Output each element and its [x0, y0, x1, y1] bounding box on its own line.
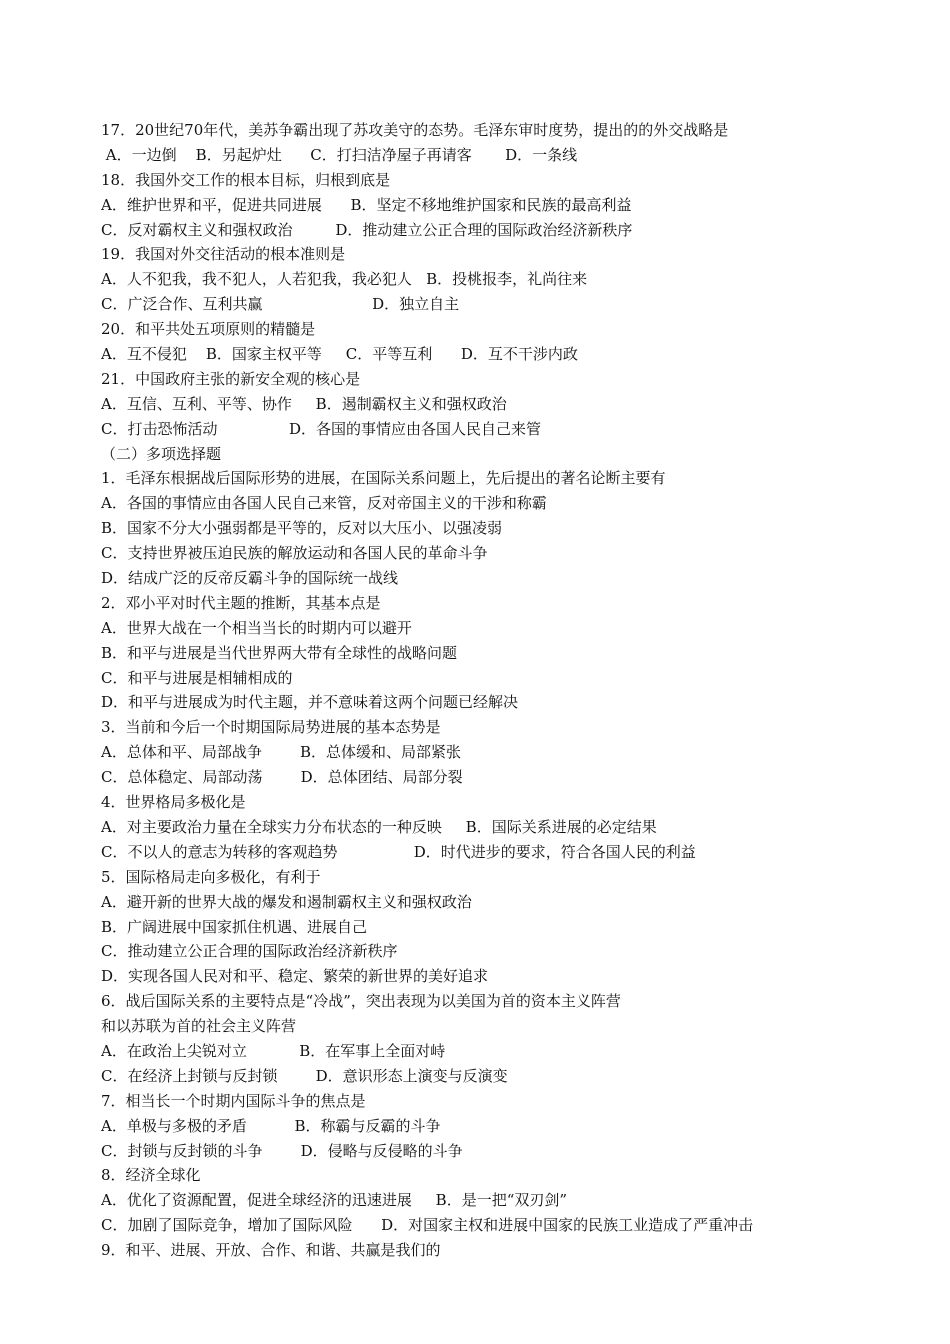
question-20-stem: 20．和平共处五项原则的精髓是 — [101, 320, 316, 339]
question-19-options-ab: A．人不犯我，我不犯人，人若犯我，我必犯人 B．投桃报李，礼尚往来 — [101, 270, 588, 289]
mc-question-7-options-ab: A．单极与多极的矛盾 B．称霸与反霸的斗争 — [101, 1116, 441, 1135]
mc-question-3-options-cd: C．总体稳定、局部动荡 D．总体团结、局部分裂 — [101, 768, 463, 787]
question-18-options-cd: C．反对霸权主义和强权政治 D．推动建立公正合理的国际政治经济新秩序 — [101, 220, 633, 239]
mc-question-7-stem: 7．相当长一个时期内国际斗争的焦点是 — [101, 1091, 366, 1110]
mc-question-8-options-cd: C．加剧了国际竞争，增加了国际风险 D．对国家主权和进展中国家的民族工业造成了严重冲击 — [101, 1216, 754, 1235]
mc-question-1-option-d: D．结成广泛的反帝反霸斗争的国际统一战线 — [101, 569, 399, 588]
question-21-options-cd: C．打击恐怖活动 D．各国的事情应由各国人民自己来管 — [101, 419, 542, 438]
mc-question-7-options-cd: C．封锁与反封锁的斗争 D．侵略与反侵略的斗争 — [101, 1141, 463, 1160]
mc-question-6-options-ab: A．在政治上尖锐对立 B．在军事上全面对峙 — [101, 1041, 446, 1060]
mc-question-3-options-ab: A．总体和平、局部战争 B．总体缓和、局部紧张 — [101, 743, 462, 762]
mc-question-5-option-b: B．广阔进展中国家抓住机遇、进展自己 — [101, 917, 368, 936]
mc-question-2-option-d: D．和平与进展成为时代主题，并不意味着这两个问题已经解决 — [101, 693, 519, 712]
mc-question-3-stem: 3．当前和今后一个时期国际局势进展的基本态势是 — [101, 718, 441, 737]
question-18-stem: 18．我国外交工作的根本目标，归根到底是 — [101, 170, 391, 189]
mc-question-9-stem: 9．和平、进展、开放、合作、和谐、共赢是我们的 — [101, 1241, 441, 1260]
question-17-stem: 17．20世纪70年代，美苏争霸出现了苏攻美守的态势。毛泽东审时度势，提出的的外交战略是 — [101, 121, 729, 139]
section-heading-multiple-choice: （二）多项选择题 — [101, 444, 222, 463]
mc-question-1-option-b: B．国家不分大小强弱都是平等的，反对以大压小、以强凌弱 — [101, 519, 503, 538]
question-21-options-ab: A．互信、互利、平等、协作 B．遏制霸权主义和强权政治 — [101, 394, 507, 413]
mc-question-2-option-c: C．和平与进展是相辅相成的 — [101, 668, 293, 687]
question-19-stem: 19．我国对外交往活动的根本准则是 — [101, 245, 346, 264]
mc-question-6-stem-continued: 和以苏联为首的社会主义阵营 — [101, 1017, 297, 1036]
question-17-options: A．一边倒 B．另起炉灶 C．打扫洁净屋子再请客 D．一条线 — [101, 145, 578, 164]
mc-question-2-option-b: B．和平与进展是当代世界两大带有全球性的战略问题 — [101, 643, 458, 662]
mc-question-5-option-d: D．实现各国人民对和平、稳定、繁荣的新世界的美好追求 — [101, 967, 489, 986]
mc-question-5-stem: 5．国际格局走向多极化，有利于 — [101, 867, 321, 886]
mc-question-4-options-ab: A．对主要政治力量在全球实力分布状态的一种反映 B．国际关系进展的必定结果 — [101, 817, 657, 836]
mc-question-5-option-c: C．推动建立公正合理的国际政治经济新秩序 — [101, 942, 398, 961]
mc-question-2-stem: 2．邓小平对时代主题的推断，其基本点是 — [101, 593, 381, 612]
mc-question-8-stem: 8．经济全球化 — [101, 1166, 201, 1185]
question-18-options-ab: A．维护世界和平，促进共同进展 B．坚定不移地维护国家和民族的最高利益 — [101, 195, 632, 214]
mc-question-4-options-cd: C．不以人的意志为转移的客观趋势 D．时代进步的要求，符合各国人民的利益 — [101, 842, 696, 861]
mc-question-2-option-a: A．世界大战在一个相当当长的时期内可以避开 — [101, 618, 412, 637]
mc-question-4-stem: 4．世界格局多极化是 — [101, 793, 246, 812]
question-20-options: A．互不侵犯 B．国家主权平等 C．平等互利 D．互不干涉内政 — [101, 345, 578, 364]
question-list — [101, 118, 901, 1263]
question-19-options-cd: C．广泛合作、互利共赢 D．独立自主 — [101, 295, 460, 314]
mc-question-8-options-ab: A．优化了资源配置，促进全球经济的迅速进展 B．是一把“双刃剑” — [101, 1191, 568, 1210]
mc-question-1-option-a: A．各国的事情应由各国人民自己来管，反对帝国主义的干涉和称霸 — [101, 494, 547, 513]
mc-question-6-stem: 6．战后国际关系的主要特点是“冷战”，突出表现为以美国为首的资本主义阵营 — [101, 992, 621, 1011]
mc-question-1-option-c: C．支持世界被压迫民族的解放运动和各国人民的革命斗争 — [101, 544, 488, 563]
mc-question-5-option-a: A．避开新的世界大战的爆发和遏制霸权主义和强权政治 — [101, 892, 472, 911]
mc-question-6-options-cd: C．在经济上封锁与反封锁 D．意识形态上演变与反演变 — [101, 1066, 508, 1085]
question-21-stem: 21．中国政府主张的新安全观的核心是 — [101, 369, 361, 388]
mc-question-1-stem: 1．毛泽东根据战后国际形势的进展，在国际关系问题上，先后提出的著名论断主要有 — [101, 469, 666, 488]
